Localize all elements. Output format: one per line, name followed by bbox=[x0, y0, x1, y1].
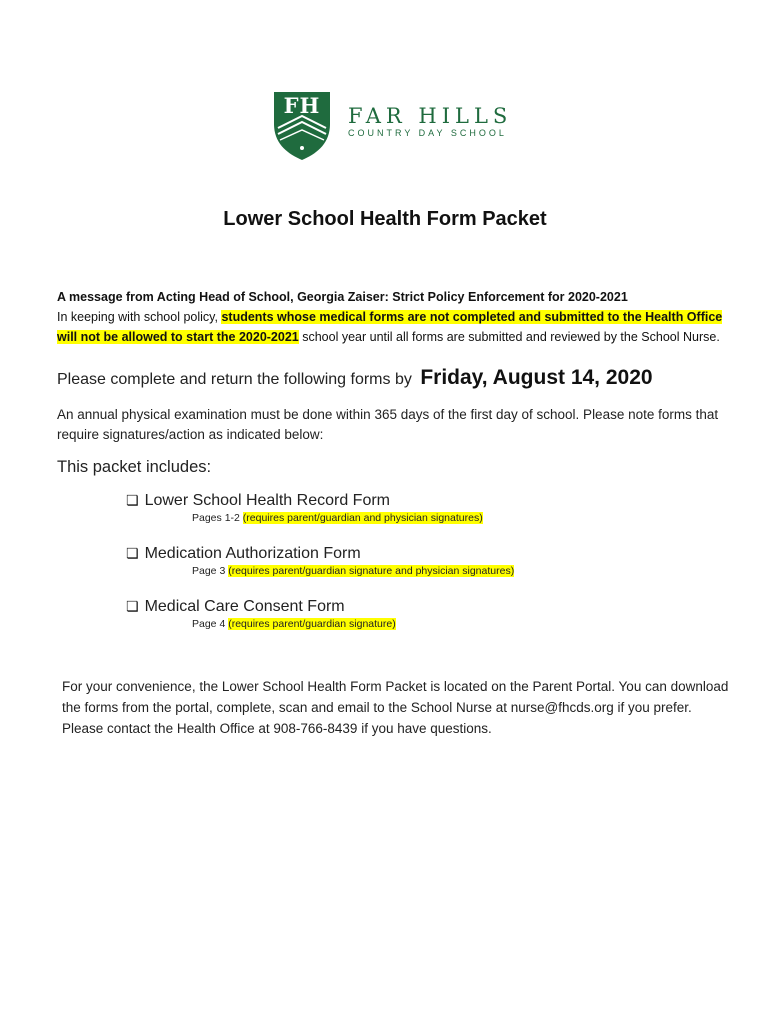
message-highlight: students whose medical forms are not completed and submitted to the Health Office will not be allowed to start the 2020-2021 bbox=[57, 310, 723, 344]
form-requirement: (requires parent/guardian and physician signatures) bbox=[242, 512, 483, 524]
form-pages: Page 4 bbox=[192, 618, 226, 630]
form-requirement: (requires parent/guardian signature) bbox=[228, 618, 396, 630]
school-logo bbox=[272, 90, 513, 162]
policy-message bbox=[57, 287, 727, 347]
due-date: Friday, August 14, 2020 bbox=[420, 366, 653, 389]
checkbox-icon: ❏ bbox=[126, 545, 139, 561]
checkbox-icon: ❏ bbox=[126, 492, 139, 508]
list-item bbox=[126, 598, 726, 630]
form-pages: Pages 1-2 bbox=[192, 512, 240, 524]
school-name: FAR HILLS bbox=[348, 104, 513, 128]
school-subtitle: COUNTRY DAY SCHOOL bbox=[348, 128, 507, 138]
form-requirement: (requires parent/guardian signature and physician signatures) bbox=[228, 565, 515, 577]
footer-note: For your convenience, the Lower School Health Form Packet is located on the Parent Portal. You can download the forms from the portal, complete, scan and email to the School Nurse at nurse@fhcds.org if you prefer. Please contact the Health Office at 908-766-8439 if you have questions. bbox=[62, 679, 729, 736]
list-item bbox=[126, 492, 726, 524]
message-intro: In keeping with school policy, bbox=[57, 310, 222, 324]
list-item bbox=[126, 545, 726, 577]
form-name: Lower School Health Record Form bbox=[144, 492, 390, 509]
form-name: Medication Authorization Form bbox=[144, 545, 361, 562]
document-title: Lower School Health Form Packet bbox=[223, 208, 547, 230]
checkbox-icon: ❏ bbox=[126, 598, 139, 614]
message-rest: school year until all forms are submitted and reviewed by the School Nurse. bbox=[298, 330, 720, 344]
includes-heading: This packet includes: bbox=[57, 458, 212, 476]
crest-letters: FH bbox=[283, 93, 321, 118]
due-text: Please complete and return the following forms by bbox=[57, 371, 412, 388]
annual-exam-note: An annual physical examination must be done within 365 days of the first day of school. Please note forms that require signatures/action as indicated below: bbox=[57, 407, 719, 442]
due-date-line bbox=[57, 366, 653, 390]
message-body bbox=[57, 307, 727, 347]
form-pages: Page 3 bbox=[192, 565, 226, 577]
message-heading: A message from Acting Head of School, Georgia Zaiser: Strict Policy Enforcement for 2020-2021 bbox=[57, 290, 628, 304]
form-name: Medical Care Consent Form bbox=[144, 598, 345, 615]
